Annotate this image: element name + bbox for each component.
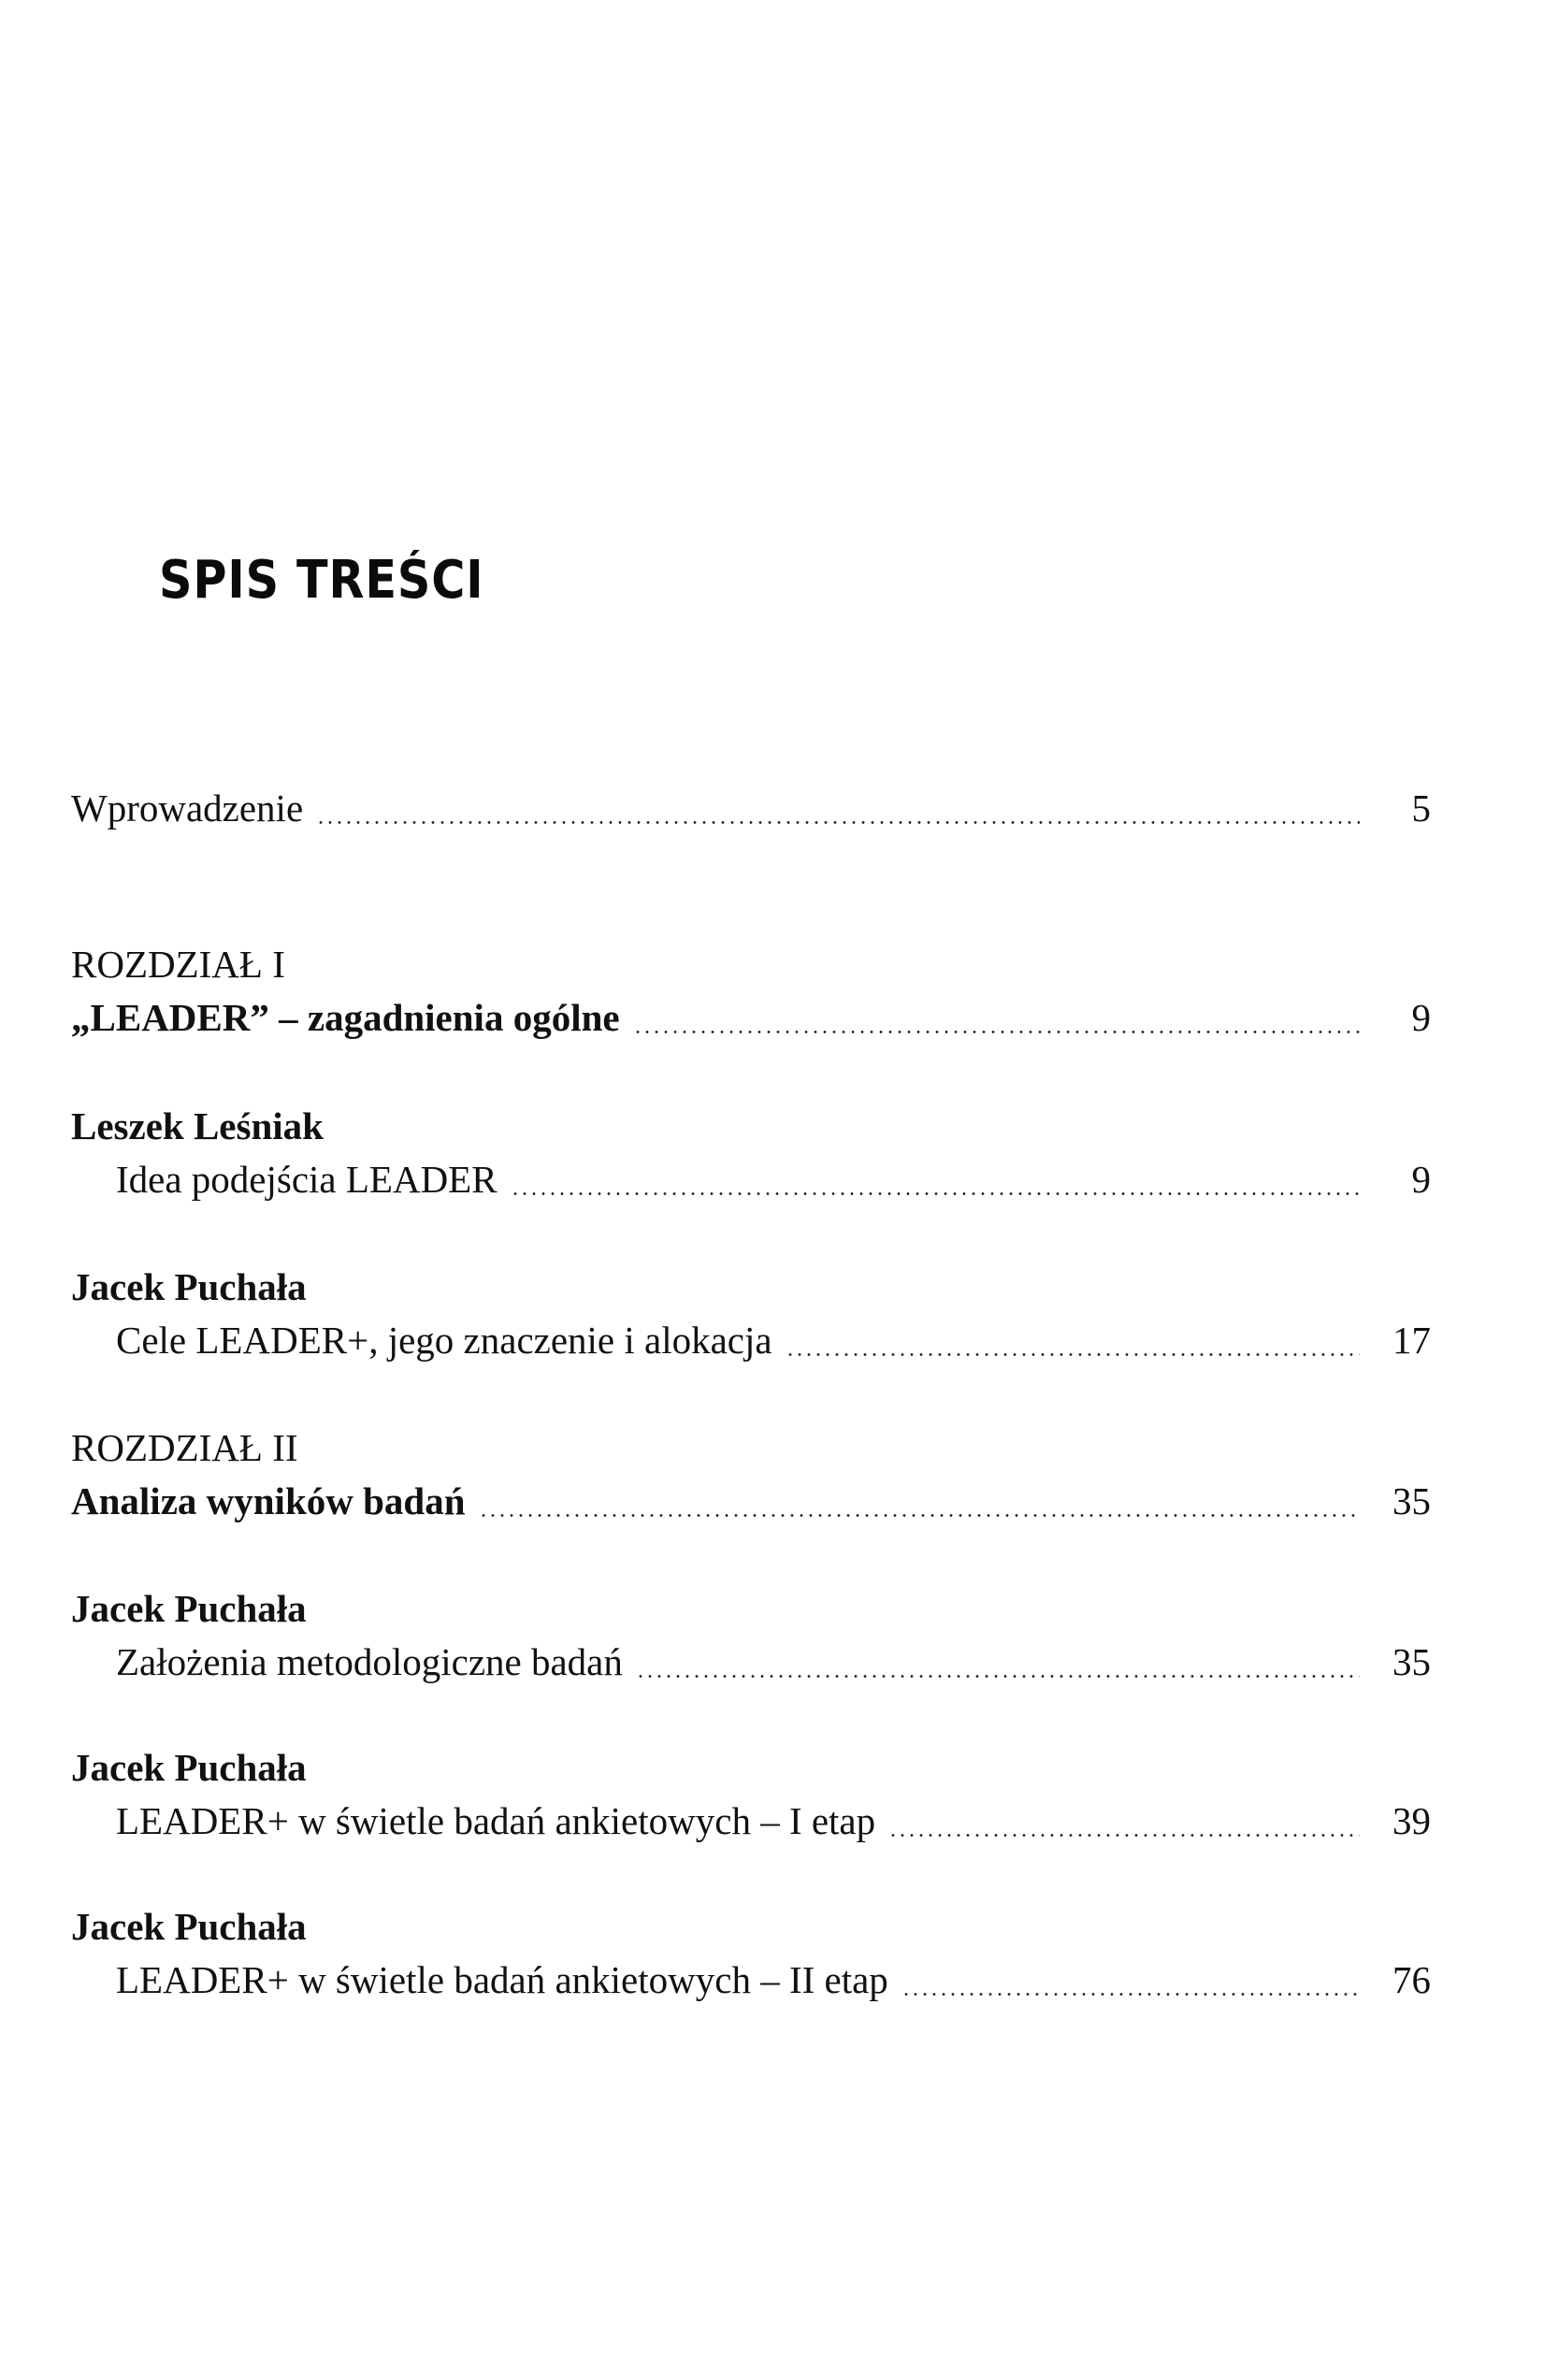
toc-page-number: 35 (1392, 1479, 1431, 1522)
chapter-heading-label: ROZDZIAŁ II (71, 1426, 298, 1469)
toc-entry-label: LEADER+ w świetle badań ankietowych – II etap (116, 1958, 888, 2001)
toc-page-number: 9 (1411, 996, 1431, 1039)
author-name (71, 1102, 1431, 1150)
dot-leader (511, 1166, 1360, 1204)
toc-page-number: 17 (1392, 1319, 1431, 1362)
toc-entry-article-5 (116, 1955, 1431, 2004)
toc-entry-article-2 (116, 1316, 1431, 1364)
dot-leader (316, 795, 1360, 832)
chapter-heading-label: ROZDZIAŁ I (71, 943, 285, 986)
toc-entry-chapter-1 (71, 993, 1431, 1042)
toc-entry-label: Idea podejścia LEADER (116, 1158, 498, 1201)
page-title: SPIS TREŚCI (159, 550, 484, 611)
toc-entry-label: Wprowadzenie (71, 786, 304, 829)
toc-entry-article-3 (116, 1637, 1431, 1686)
dot-leader (888, 1808, 1360, 1845)
dot-leader (636, 1649, 1360, 1686)
author-label: Jacek Puchała (71, 1905, 307, 1948)
dot-leader (786, 1327, 1360, 1364)
author-label: Leszek Leśniak (71, 1104, 324, 1147)
toc-entry-intro (71, 784, 1431, 832)
author-name (71, 1584, 1431, 1633)
toc-page-number: 5 (1411, 786, 1431, 829)
toc-entry-label: Cele LEADER+, jego znaczenie i alokacja (116, 1319, 772, 1362)
author-name (71, 1262, 1431, 1311)
toc-entry-label: Założenia metodologiczne badań (116, 1640, 623, 1683)
toc-page-number: 35 (1392, 1640, 1431, 1683)
toc-entry-label: „LEADER” – zagadnienia ogólne (71, 996, 620, 1039)
author-name (71, 1743, 1431, 1792)
dot-leader (901, 1967, 1360, 2004)
dot-leader (479, 1488, 1360, 1525)
toc-entry-article-1 (116, 1155, 1431, 1204)
author-label: Jacek Puchała (71, 1746, 307, 1789)
toc-entry-article-4 (116, 1796, 1431, 1845)
toc-entry-chapter-2 (71, 1477, 1431, 1525)
chapter-heading-1 (71, 940, 1431, 988)
toc-page-number: 76 (1392, 1958, 1431, 2001)
author-label: Jacek Puchała (71, 1587, 307, 1630)
author-name (71, 1902, 1431, 1951)
toc-page-number: 39 (1392, 1799, 1431, 1842)
toc-entry-label: LEADER+ w świetle badań ankietowych – I etap (116, 1799, 876, 1842)
toc-page-number: 9 (1411, 1158, 1431, 1201)
dot-leader (633, 1004, 1360, 1042)
toc-entry-label: Analiza wyników badań (71, 1479, 466, 1522)
chapter-heading-2 (71, 1423, 1431, 1472)
author-label: Jacek Puchała (71, 1265, 307, 1308)
